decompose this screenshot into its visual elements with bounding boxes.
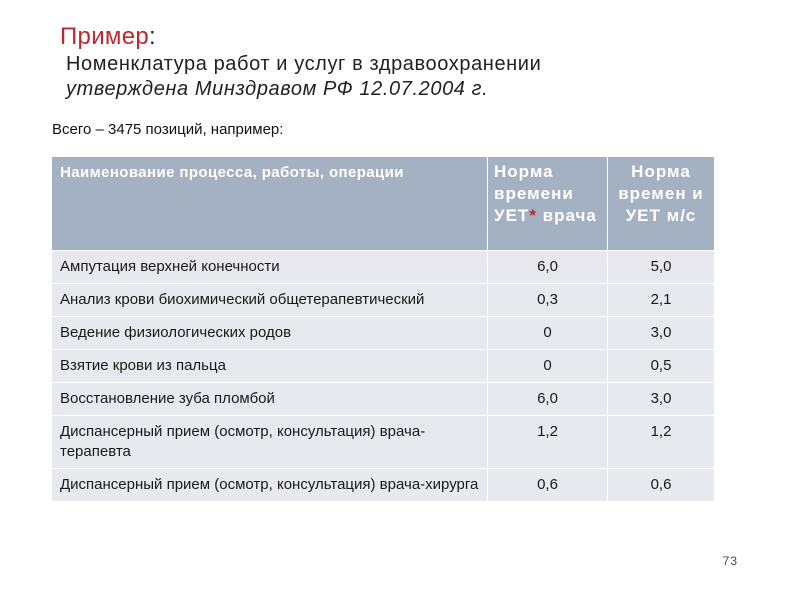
cell-name: Ампутация верхней конечности <box>52 251 488 284</box>
header-doctor-suffix: врача <box>542 206 597 225</box>
cell-nurse: 2,1 <box>608 284 715 317</box>
header-doctor-asterisk: * <box>529 206 537 225</box>
table-header-row <box>52 157 715 251</box>
cell-name: Анализ крови биохимический общетерапевтический <box>52 284 488 317</box>
cell-nurse: 3,0 <box>608 317 715 350</box>
table-row <box>52 416 715 469</box>
cell-doctor: 0,6 <box>488 469 608 502</box>
cell-doctor: 0 <box>488 317 608 350</box>
title-line-2: Номенклатура работ и услуг в здравоохранении <box>66 53 542 75</box>
cell-doctor: 6,0 <box>488 251 608 284</box>
title-accent: Пример <box>60 23 149 50</box>
header-name: Наименование процесса, работы, операции <box>52 157 488 251</box>
subtitle: Всего – 3475 позиций, например: <box>52 121 284 138</box>
table-row <box>52 251 715 284</box>
cell-doctor: 0 <box>488 350 608 383</box>
cell-name: Восстановление зуба пломбой <box>52 383 488 416</box>
title-colon: : <box>149 23 156 50</box>
cell-doctor: 6,0 <box>488 383 608 416</box>
cell-nurse: 5,0 <box>608 251 715 284</box>
title-line-3: утверждена Минздравом РФ 12.07.2004 г. <box>66 78 489 100</box>
page-number: 73 <box>722 554 738 568</box>
header-doctor-text: Норма времени УЕТ <box>494 162 574 225</box>
cell-nurse: 0,6 <box>608 469 715 502</box>
table-row <box>52 383 715 416</box>
table-row <box>52 469 715 502</box>
table-row <box>52 284 715 317</box>
cell-doctor: 0,3 <box>488 284 608 317</box>
services-table <box>51 156 715 502</box>
table-row <box>52 350 715 383</box>
header-doctor <box>488 157 608 251</box>
header-nurse: Норма времен и УЕТ м/с <box>608 157 715 251</box>
table-row <box>52 317 715 350</box>
cell-nurse: 1,2 <box>608 416 715 469</box>
cell-name: Диспансерный прием (осмотр, консультация) врача-терапевта <box>52 416 488 469</box>
cell-name: Ведение физиологических родов <box>52 317 488 350</box>
cell-name: Диспансерный прием (осмотр, консультация) врача-хирурга <box>52 469 488 502</box>
title-line-1 <box>60 22 541 52</box>
cell-doctor: 1,2 <box>488 416 608 469</box>
cell-nurse: 0,5 <box>608 350 715 383</box>
cell-name: Взятие крови из пальца <box>52 350 488 383</box>
cell-nurse: 3,0 <box>608 383 715 416</box>
slide-title <box>60 22 541 102</box>
